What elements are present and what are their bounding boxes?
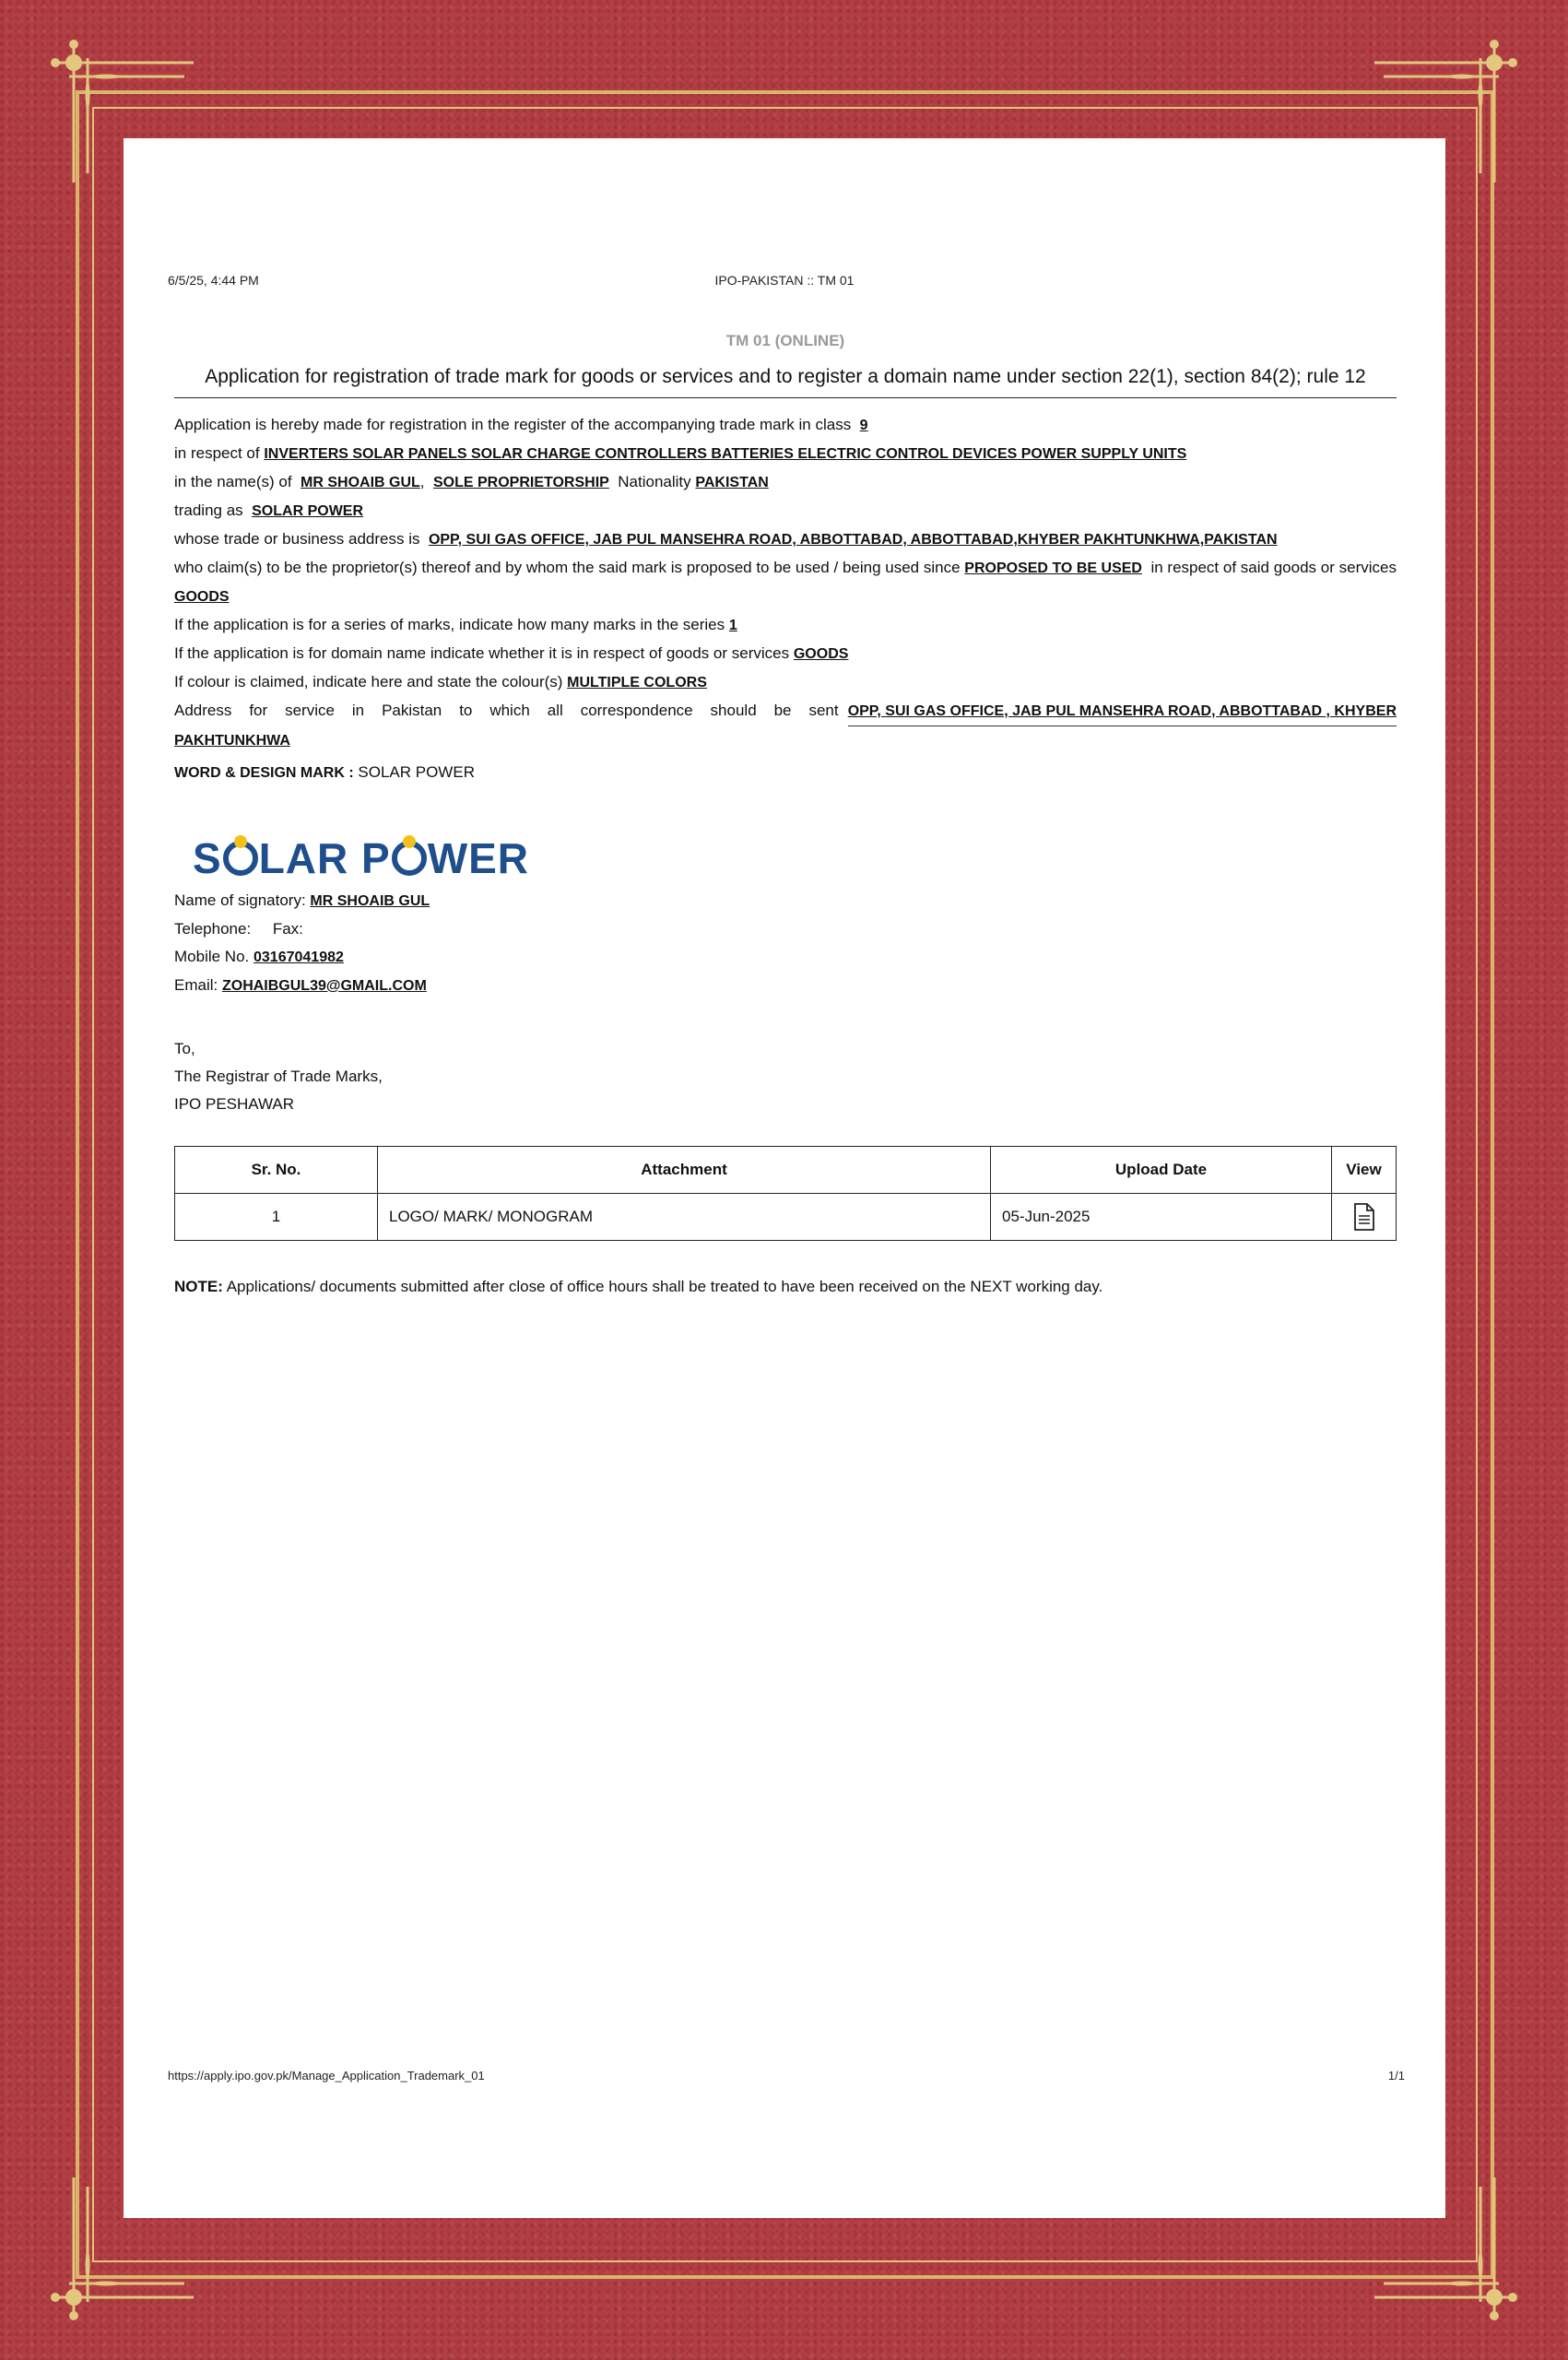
email-label: Email: — [174, 976, 218, 994]
cell-upload-date: 05-Jun-2025 — [991, 1194, 1332, 1241]
colour-line — [174, 668, 1397, 697]
fax-label: Fax: — [272, 920, 303, 938]
note-label: NOTE: — [174, 1278, 223, 1295]
claim-line — [174, 554, 1397, 611]
business-address: OPP, SUI GAS OFFICE, JAB PUL MANSEHRA ROAD, ABBOTTABAD, ABBOTTABAD,KHYBER PAKHTUNKHWA,PAKISTAN — [428, 532, 1278, 548]
trading-as: SOLAR POWER — [252, 503, 364, 519]
trademark-class: 9 — [859, 418, 868, 433]
trading-line — [174, 497, 1397, 525]
col-header-upload-date: Upload Date — [991, 1147, 1332, 1194]
sun-icon — [392, 841, 427, 876]
claim-tail: in respect of said goods or services — [1150, 559, 1397, 576]
series-count: 1 — [728, 618, 737, 633]
form-code: TM 01 (ONLINE) — [725, 332, 845, 349]
service-address-line1: OPP, SUI GAS OFFICE, JAB PUL MANSEHRA ROAD, ABBOTTABAD , KHYBER — [848, 698, 1397, 726]
page-number: 1/1 — [1387, 2069, 1405, 2083]
trademark-logo — [193, 832, 1397, 885]
logo-text-part: LAR P — [258, 834, 391, 882]
document-icon[interactable] — [1353, 1203, 1375, 1231]
domain-line — [174, 640, 1397, 668]
col-header-attachment: Attachment — [378, 1147, 991, 1194]
signatory-name: MR SHOAIB GUL — [310, 893, 430, 909]
colour-label: If colour is claimed, indicate here and state the colour(s) — [174, 673, 563, 690]
telephone-label: Telephone: — [174, 920, 252, 938]
print-datetime: 6/5/25, 4:44 PM — [168, 273, 259, 288]
class-line — [174, 411, 1397, 440]
goods-description: INVERTERS SOLAR PANELS SOLAR CHARGE CONTROLLERS BATTERIES ELECTRIC CONTROL DEVICES POWER SUPPLY UNITS — [264, 446, 1187, 462]
mobile-line — [174, 943, 1397, 972]
address-label: whose trade or business address is — [174, 530, 420, 548]
intro-text: Application is hereby made for registration in the register of the accompanying trade mark in class — [174, 416, 852, 433]
sun-icon — [223, 841, 258, 876]
business-address-line — [174, 525, 1397, 554]
service-address-line2: PAKHTUNKHWA — [174, 733, 290, 749]
col-header-sr: Sr. No. — [175, 1147, 378, 1194]
domain-respect: GOODS — [793, 646, 849, 662]
nationality: PAKISTAN — [695, 475, 769, 490]
mark-text: SOLAR POWER — [358, 763, 475, 781]
application-body — [174, 411, 1397, 787]
note-text: Applications/ documents submitted after close of office hours shall be treated to have been received on the NEXT working day. — [226, 1278, 1103, 1295]
col-header-view: View — [1332, 1147, 1397, 1194]
series-label: If the application is for a series of marks, indicate how many marks in the series — [174, 616, 725, 633]
table-header-row — [175, 1147, 1397, 1194]
mark-type-line — [174, 759, 1397, 787]
goods-or-services: GOODS — [174, 589, 230, 605]
names-label: in the name(s) of — [174, 473, 292, 490]
mobile-label: Mobile No. — [174, 948, 250, 965]
names-line: in the name(s) of MR SHOAIB GUL, SOLE PROPRIETORSHIP Nationality PAKISTAN — [174, 473, 769, 490]
form-title: Application for registration of trade mark for goods or services and to register a domain name under section 22(1), section 84(2); rule 12 — [174, 361, 1397, 398]
domain-label: If the application is for domain name indicate whether it is in respect of goods or services — [174, 644, 790, 662]
colours: MULTIPLE COLORS — [567, 675, 707, 690]
phone-line — [174, 915, 1397, 943]
attachments-table — [174, 1146, 1397, 1241]
goods-line — [174, 440, 1397, 468]
view-attachment-button[interactable] — [1332, 1194, 1397, 1241]
nationality-label: Nationality — [618, 473, 691, 490]
respect-label: in respect of — [174, 444, 260, 462]
document-page — [124, 138, 1445, 2218]
signatory-block — [174, 887, 1397, 1000]
table-row — [175, 1194, 1397, 1241]
cell-sr: 1 — [175, 1194, 378, 1241]
print-site-title: IPO-PAKISTAN :: TM 01 — [714, 273, 855, 288]
recipient-line1: The Registrar of Trade Marks, — [174, 1068, 383, 1085]
form-content — [174, 332, 1397, 1296]
recipient-to: To, — [174, 1040, 195, 1057]
email-address: ZOHAIBGUL39@GMAIL.COM — [221, 978, 427, 994]
signatory-label: Name of signatory: — [174, 891, 306, 909]
mobile-number: 03167041982 — [253, 950, 344, 965]
series-line — [174, 611, 1397, 640]
email-line — [174, 972, 1397, 1000]
service-address-cont — [174, 726, 1397, 755]
claim-label: who claim(s) to be the proprietor(s) thereof and by whom the said mark is proposed to be used / being used since — [174, 559, 961, 576]
entity-type: SOLE PROPRIETORSHIP — [432, 475, 609, 490]
logo-text-part: WER — [427, 834, 530, 882]
logo-text-part: S — [193, 834, 222, 882]
mark-type-label: WORD & DESIGN MARK : — [174, 765, 354, 781]
service-address-label: Address for service in Pakistan to which all correspondence should be sent — [174, 702, 839, 719]
trading-label: trading as — [174, 502, 243, 519]
cell-attachment: LOGO/ MARK/ MONOGRAM — [378, 1194, 991, 1241]
note — [174, 1278, 1397, 1296]
service-address-line — [174, 697, 1397, 726]
recipient-line2: IPO PESHAWAR — [174, 1095, 295, 1113]
applicant-name: MR SHOAIB GUL — [301, 475, 420, 490]
print-url: https://apply.ipo.gov.pk/Manage_Application_Trademark_01 — [168, 2069, 485, 2083]
recipient-block — [174, 1035, 1397, 1118]
signatory-line — [174, 887, 1397, 915]
used-since: PROPOSED TO BE USED — [964, 560, 1142, 576]
